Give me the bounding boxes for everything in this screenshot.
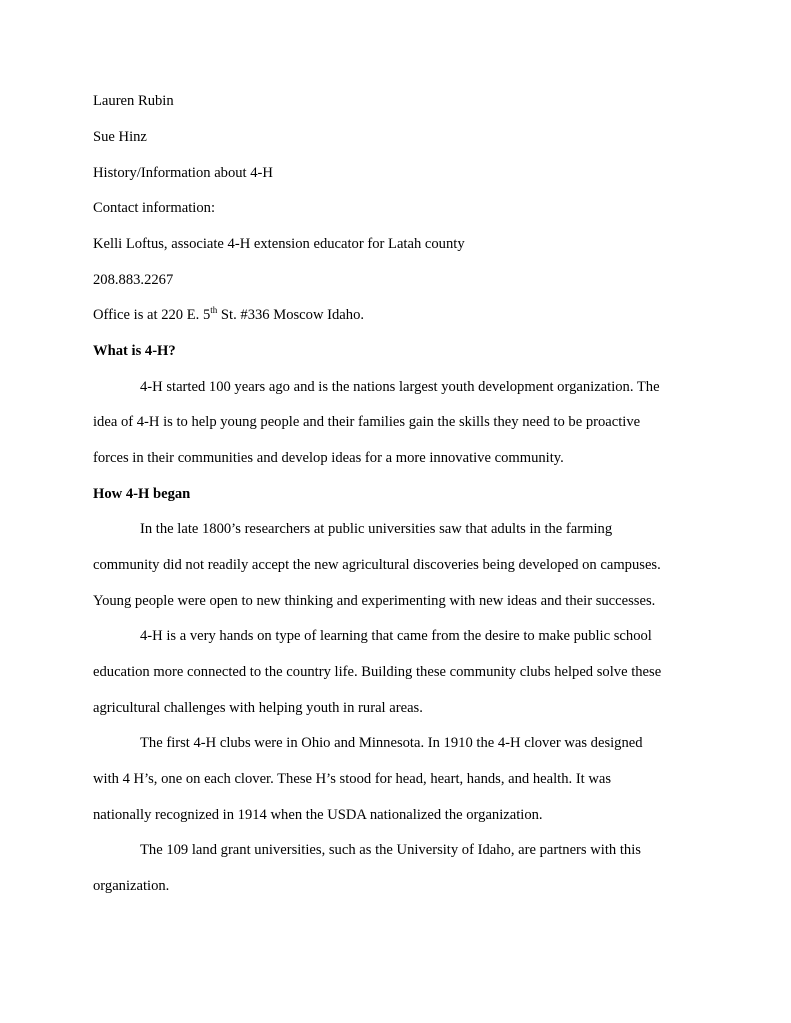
- paragraph-line: with 4 H’s, one on each clover. These H’s stood for head, heart, hands, and health. It was: [93, 771, 612, 787]
- paragraph-line: 4-H started 100 years ago and is the nations largest youth development organization. The: [140, 379, 660, 395]
- paragraph-line: idea of 4-H is to help young people and their families gain the skills they need to be proactive: [93, 414, 641, 430]
- paragraph-line: community did not readily accept the new agricultural discoveries being developed on campuses.: [93, 557, 661, 573]
- paragraph-line: The 109 land grant universities, such as the University of Idaho, are partners with this: [140, 842, 641, 858]
- section-heading-what-is-4h: What is 4-H?: [93, 343, 176, 359]
- contact-heading: Contact information:: [93, 200, 215, 216]
- office-address-prefix: Office is at 220 E. 5: [93, 307, 211, 323]
- office-address-suffix: St. #336 Moscow Idaho.: [217, 307, 365, 323]
- office-address: [93, 306, 364, 324]
- paragraph-line: education more connected to the country life. Building these community clubs helped solve these: [93, 664, 662, 680]
- document-topic: History/Information about 4-H: [93, 165, 273, 181]
- author-name: Lauren Rubin: [93, 93, 174, 109]
- paragraph-line: agricultural challenges with helping youth in rural areas.: [93, 700, 423, 716]
- contact-phone: 208.883.2267: [93, 272, 174, 288]
- paragraph-line: forces in their communities and develop ideas for a more innovative community.: [93, 450, 564, 466]
- paragraph-line: 4-H is a very hands on type of learning that came from the desire to make public school: [140, 628, 652, 644]
- office-address-superscript: th: [210, 305, 218, 315]
- paragraph-line: nationally recognized in 1914 when the USDA nationalized the organization.: [93, 807, 543, 823]
- contact-person: Kelli Loftus, associate 4-H extension educator for Latah county: [93, 236, 465, 252]
- paragraph-line: In the late 1800’s researchers at public universities saw that adults in the farming: [140, 521, 613, 537]
- paragraph-line: organization.: [93, 878, 170, 894]
- instructor-name: Sue Hinz: [93, 129, 147, 145]
- paragraph-line: The first 4-H clubs were in Ohio and Minnesota. In 1910 the 4-H clover was designed: [140, 735, 643, 751]
- section-heading-how-4h-began: How 4-H began: [93, 486, 191, 502]
- paragraph-line: Young people were open to new thinking and experimenting with new ideas and their successes.: [93, 593, 656, 609]
